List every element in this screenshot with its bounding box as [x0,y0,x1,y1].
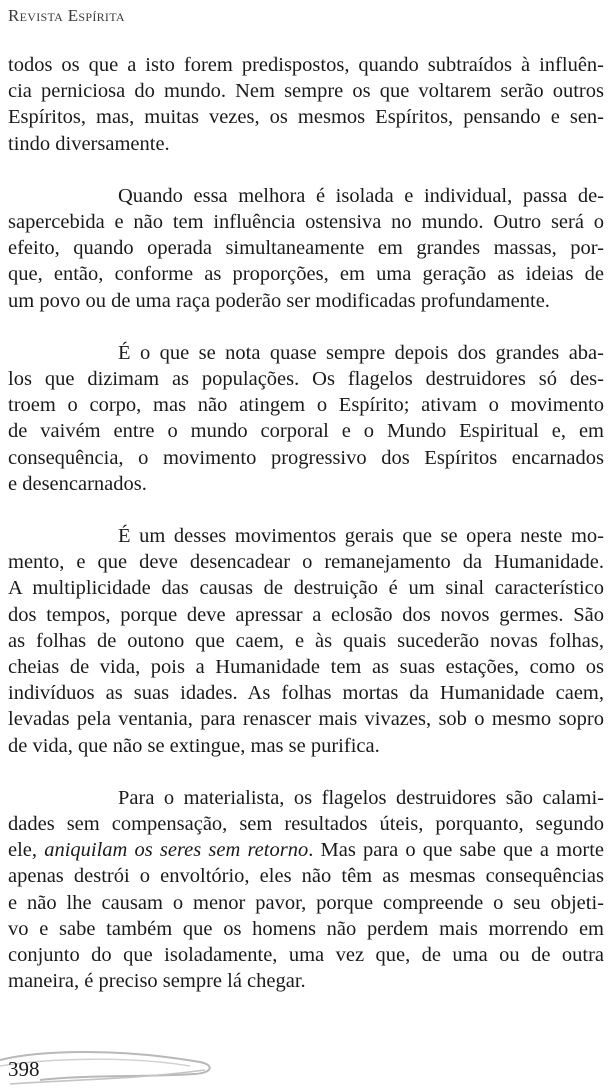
text-line: conjunto do que isoladamente, uma vez que, de uma ou de outra [8,944,604,967]
text-line: maneira, é preciso sempre lá chegar. [8,970,306,993]
text-line: cia perniciosa do mundo. Nem sempre os que voltarem serão outros [8,80,604,103]
body-text [8,52,604,1021]
text-line: consequência, o movimento progressivo dos Espíritos encarnados [8,446,604,469]
text-line: de vaivém entre o mundo corporal e o Mundo Espiritual e, em [8,420,604,443]
text-line: efeito, quando operada simultaneamente em grandes massas, por- [8,237,604,260]
text-line: É um desses movimentos gerais que se opera neste mo- [118,525,604,548]
text-line: todos os que a isto forem predispostos, quando subtraídos à influên- [8,54,604,76]
page-number: 398 [8,1057,40,1081]
paragraph-3 [8,340,604,497]
text-line: dos tempos, porque deve apressar a eclosão dos novos germes. São [8,603,604,626]
text-line: Quando essa melhora é isolada e individual, passa de- [118,184,604,207]
italic-phrase: aniquilam os seres sem retorno [44,839,309,862]
text-line: Espíritos, mas, muitas vezes, os mesmos Espíritos, pensando e sen- [8,106,604,129]
running-header: Revista Espírita [8,6,125,25]
text-line: vo e sabe também que os homens não perdem mais morrendo em [8,917,604,940]
text-line: dades sem compensação, sem resultados úteis, porquanto, segundo [8,813,604,836]
paragraph-5 [8,785,604,995]
text-line: indivíduos as suas idades. As folhas mortas da Humanidade caem, [8,682,604,705]
text-run: . Mas para o que sabe que a morte [308,839,604,862]
text-run: ele, [8,839,45,862]
text-line-with-italic [8,837,604,863]
paragraph-4 [8,523,604,759]
text-line: e não lhe causam o menor pavor, porque compreende o seu objeti- [8,891,604,914]
text-line: sapercebida e não tem influência ostensiva no mundo. Outro será o [8,211,604,234]
text-line: É o que se nota quase sempre depois dos grandes aba- [118,341,604,364]
text-line: mento, e que deve desencadear o remanejamento da Humanidade. [8,551,604,574]
text-line: cheias de vida, pois a Humanidade tem as suas estações, como os [8,656,604,679]
text-line: de vida, que não se extingue, mas se purifica. [8,734,380,757]
text-line: um povo ou de uma raça poderão ser modificadas profundamente. [8,289,550,312]
text-line: los que dizimam as populações. Os flagelos destruidores só des- [8,368,604,391]
paragraph-2 [8,183,604,314]
paragraph-1 [8,52,604,157]
text-line: levadas pela ventania, para renascer mais vivazes, sob o mesmo sopro [8,708,604,731]
text-line: Para o materialista, os flagelos destruidores são calami- [118,786,604,809]
text-line: e desencarnados. [8,472,147,495]
text-line: troem o corpo, mas não atingem o Espírito; ativam o movimento [8,394,604,417]
text-line: que, então, conforme as proporções, em uma geração as ideias de [8,263,604,286]
text-line: apenas destrói o envoltório, eles não têm as mesmas consequências [8,865,604,888]
text-line: as folhas de outono que caem, e às quais sucederão novas folhas, [8,629,604,652]
text-line: A multiplicidade das causas de destruição é um sinal característico [8,577,604,600]
text-line: tindo diversamente. [8,132,170,155]
